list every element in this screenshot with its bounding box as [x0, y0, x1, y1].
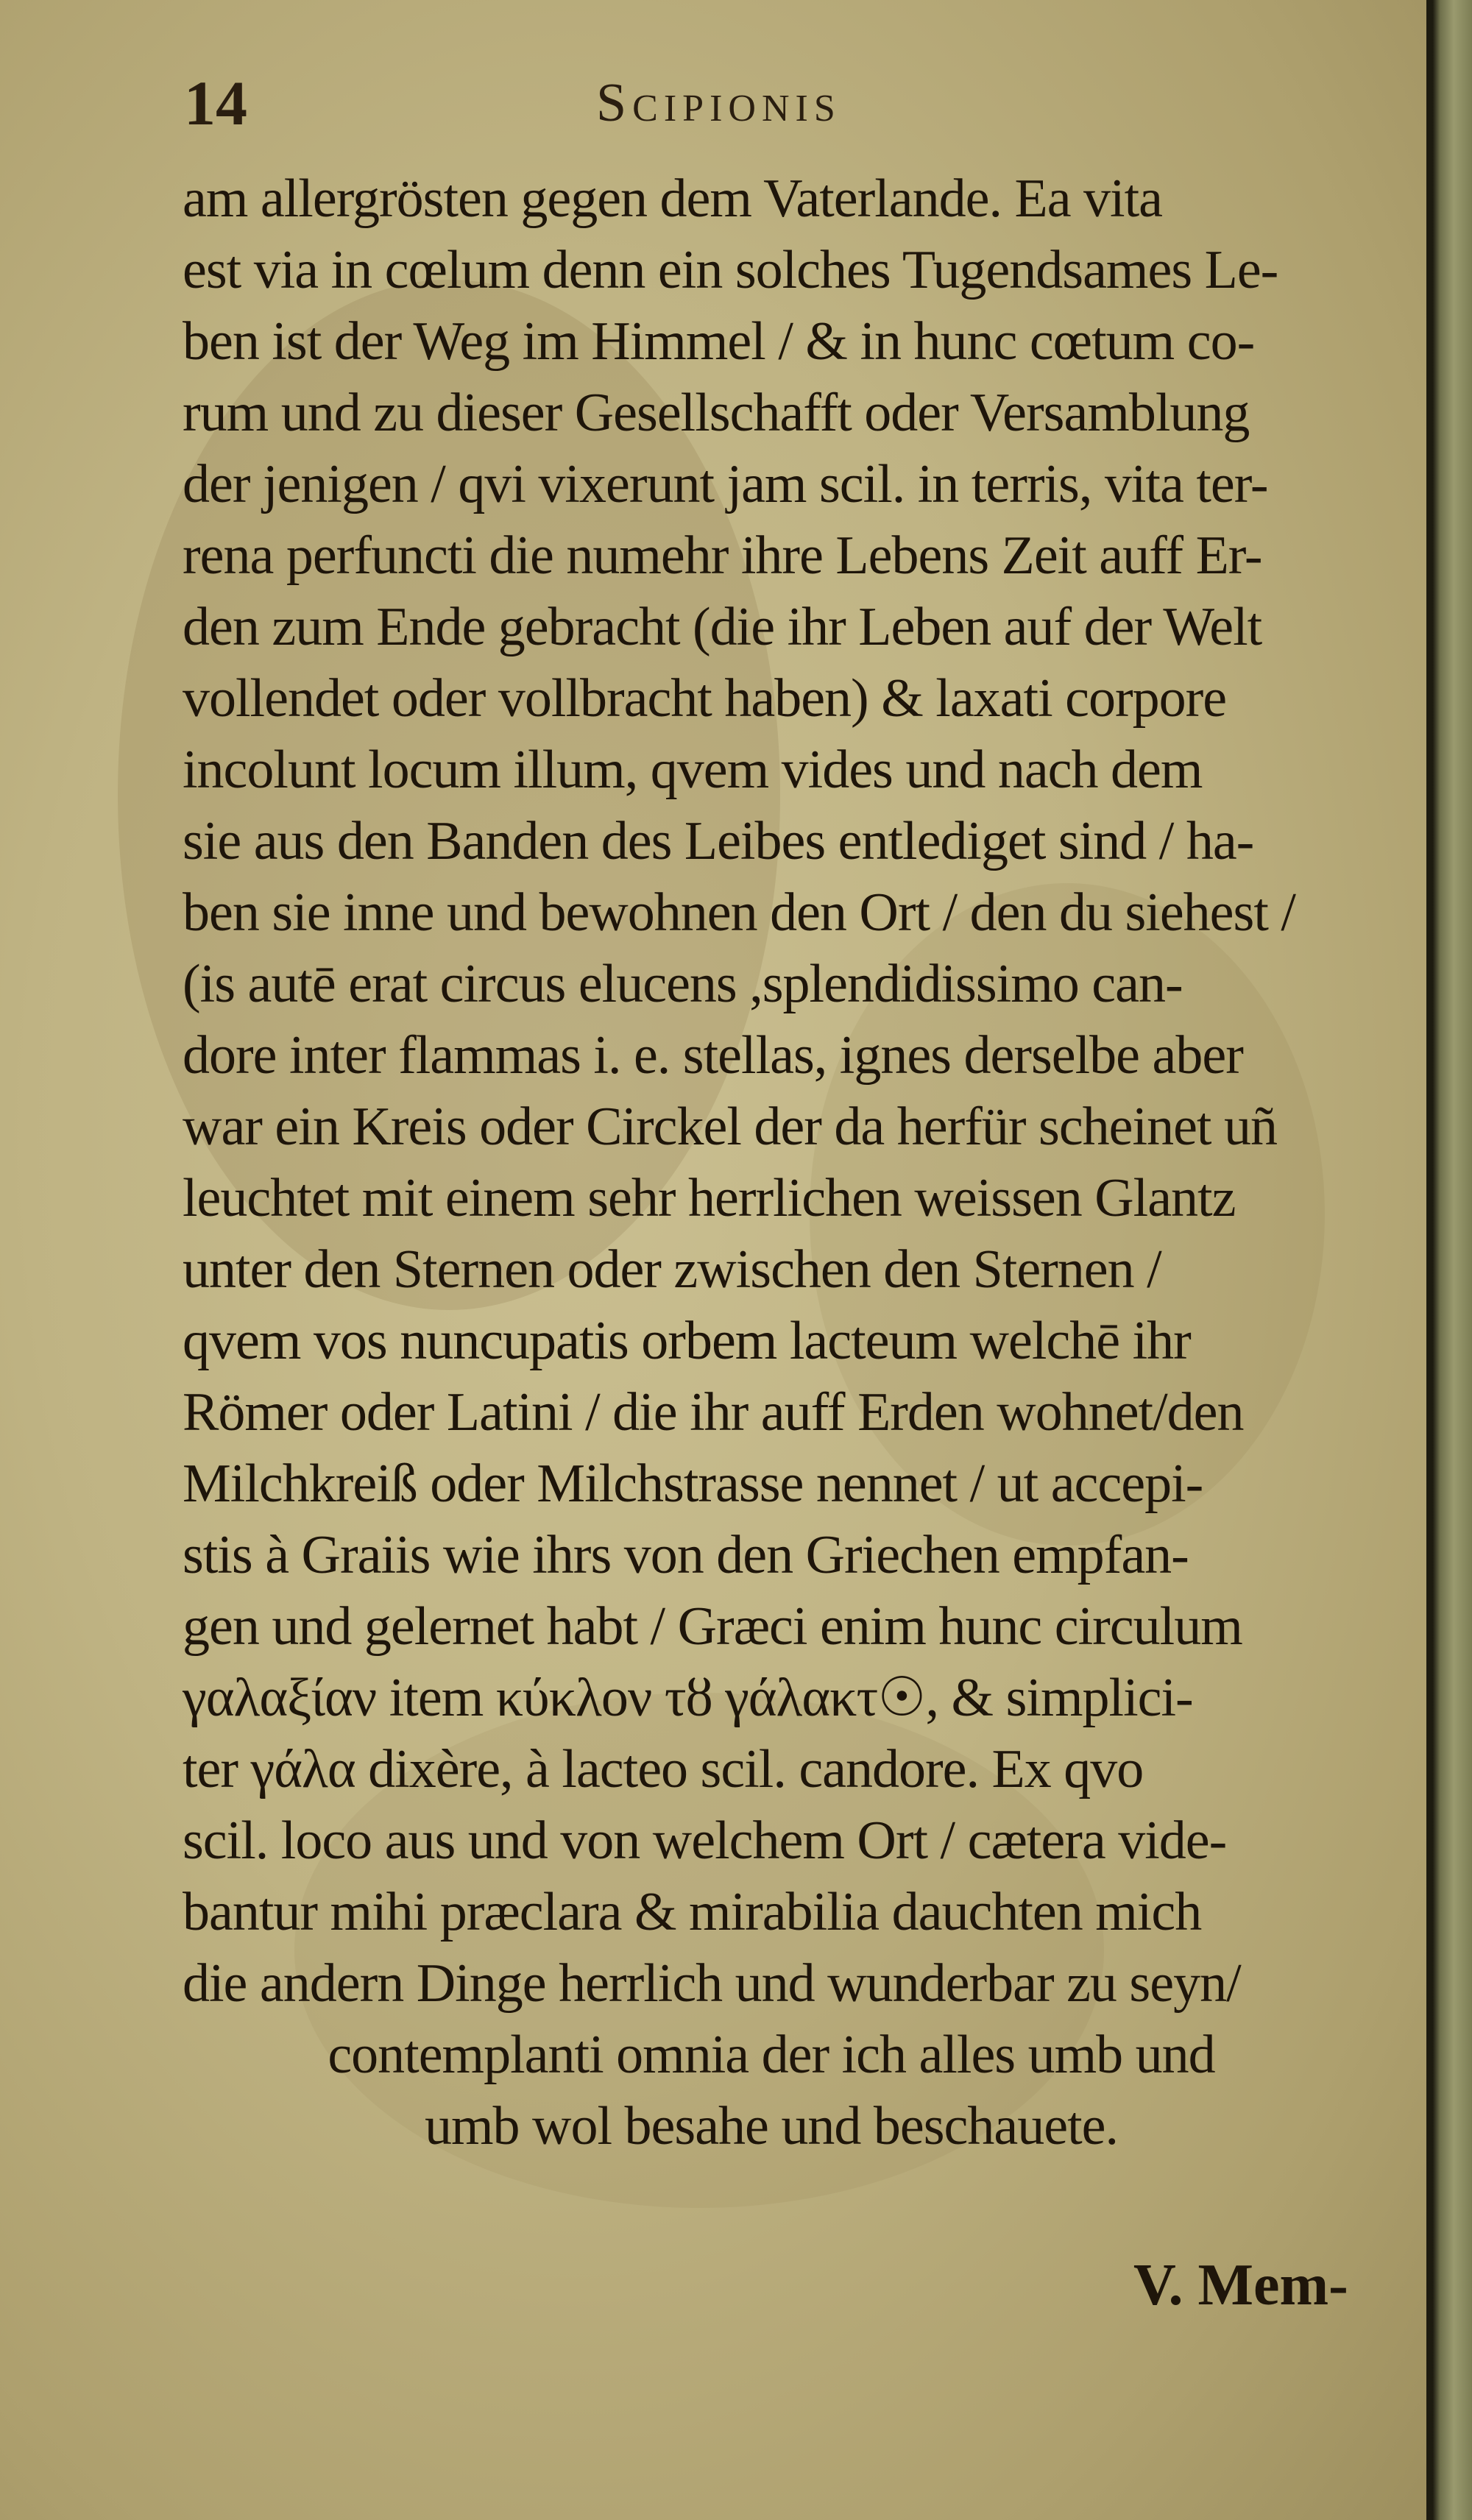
book-gutter	[1426, 0, 1472, 2520]
text-line: die andern Dinge herrlich und wunderbar zu seyn/	[183, 1953, 1241, 2014]
text-line: Römer oder Latini / die ihr auff Erden wohnet/den	[183, 1382, 1244, 1443]
text-line: am allergrösten gegen dem Vaterlande. Ea vita	[183, 169, 1163, 229]
text-line: der jenigen / qvi vixerunt jam scil. in terris, vita ter-	[183, 454, 1268, 514]
text-line: den zum Ende gebracht (die ihr Leben auf der Welt	[183, 597, 1262, 657]
text-line: sie aus den Banden des Leibes entlediget sind / ha-	[183, 811, 1254, 871]
text-line: umb wol besahe und beschauete.	[425, 2096, 1118, 2156]
catchword: V. Mem-	[1133, 2253, 1348, 2318]
text-line: incolunt locum illum, qvem vides und nach dem	[183, 740, 1203, 800]
text-line: vollendet oder vollbracht haben) & laxati corpore	[183, 668, 1227, 729]
text-line: bantur mihi præclara & mirabilia dauchten mich	[183, 1882, 1202, 1942]
text-line: gen und gelernet habt / Græci enim hunc circulum	[183, 1596, 1242, 1657]
text-line: ben ist der Weg im Himmel / & in hunc cœtum co-	[183, 311, 1255, 372]
page-number: 14	[184, 68, 247, 138]
text-line: rum und zu dieser Gesellschafft oder Versamblung	[183, 383, 1250, 443]
text-line: unter den Sternen oder zwischen den Sternen /	[183, 1239, 1161, 1300]
text-line: (is autē erat circus elucens ,splendidissimo can-	[183, 954, 1183, 1014]
text-line: dore inter flammas i. e. stellas, ignes derselbe aber	[183, 1025, 1243, 1086]
body-text	[183, 163, 1360, 2162]
page-header	[184, 66, 1362, 147]
text-line: contemplanti omnia der ich alles umb und	[328, 2025, 1215, 2085]
text-line: Milchkreiß oder Milchstrasse nennet / ut accepi-	[183, 1454, 1203, 1514]
text-line: stis à Graiis wie ihrs von den Griechen empfan-	[183, 1525, 1189, 1585]
text-line: ben sie inne und bewohnen den Ort / den du siehest /	[183, 882, 1295, 943]
text-line: γαλαξίαν item κύκλον τȣ γάλακτ☉, & simplici-	[183, 1668, 1193, 1728]
text-line: scil. loco aus und von welchem Ort / cætera vide-	[183, 1811, 1227, 1871]
text-line: leuchtet mit einem sehr herrlichen weissen Glantz	[183, 1168, 1236, 1228]
text-line: war ein Kreis oder Circkel der da herfür scheinet uñ	[183, 1097, 1277, 1157]
text-line: ter γάλα dixère, à lacteo scil. candore. Ex qvo	[183, 1739, 1144, 1799]
text-line: est via in cœlum denn ein solches Tugendsames Le-	[183, 240, 1278, 300]
text-line: rena perfuncti die numehr ihre Lebens Zeit auff Er-	[183, 525, 1262, 586]
text-line: qvem vos nuncupatis orbem lacteum welchē ihr	[183, 1311, 1191, 1371]
running-head: Scipionis	[596, 73, 841, 133]
